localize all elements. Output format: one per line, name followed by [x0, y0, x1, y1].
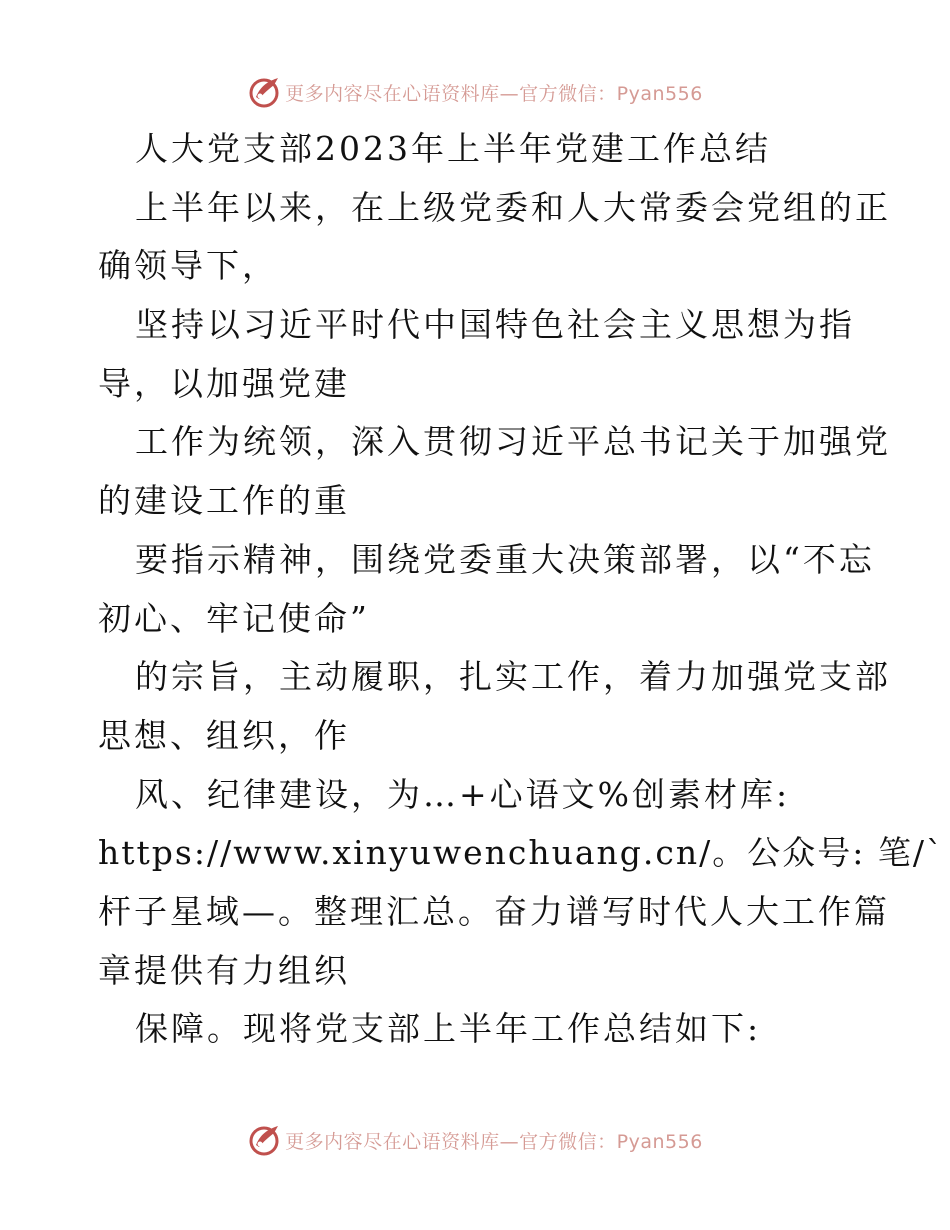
- document-body: [98, 120, 945, 1059]
- paragraph-line: 导，以加强党建: [98, 363, 350, 403]
- watermark-text: 更多内容尽在心语资料库—官方微信：Pyan556: [285, 1130, 703, 1153]
- paragraph-line: 要指示精神，围绕党委重大决策部署，以“不忘: [135, 539, 875, 579]
- paragraph-line: 工作为统领，深入贯彻习近平总书记关于加强党: [135, 422, 891, 462]
- header-watermark-banner: [0, 72, 950, 112]
- pen-logo-icon: [247, 75, 281, 109]
- paragraph-line: 初心、牢记使命”: [98, 598, 370, 638]
- watermark-text: 更多内容尽在心语资料库—官方微信：Pyan556: [285, 82, 703, 105]
- paragraph-line: 章提供有力组织: [98, 950, 350, 990]
- paragraph-line: 的宗旨，主动履职，扎实工作，着力加强党支部: [135, 657, 891, 697]
- paragraph-line-url: https://www.xinyuwenchuang.cn/。公众号: 笔/ˋ: [98, 833, 945, 873]
- footer-watermark-banner: [0, 1120, 950, 1160]
- paragraph-line: 思想、组织，作: [98, 715, 350, 755]
- pen-logo-icon: [247, 1123, 281, 1157]
- paragraph-line: 的建设工作的重: [98, 481, 350, 521]
- paragraph-line: 风、纪律建设，为…+心语文%创素材库:: [135, 774, 791, 814]
- paragraph-line: 确领导下，: [98, 246, 278, 286]
- document-title: 人大党支部2023年上半年党建工作总结: [135, 129, 771, 168]
- paragraph-line: 杆子星域—。整理汇总。奋力谱写时代人大工作篇: [98, 891, 890, 931]
- paragraph-line: 上半年以来，在上级党委和人大常委会党组的正: [135, 187, 891, 227]
- paragraph-line: 保障。现将党支部上半年工作总结如下:: [135, 1009, 762, 1049]
- paragraph-line: 坚持以习近平时代中国特色社会主义思想为指: [135, 305, 855, 345]
